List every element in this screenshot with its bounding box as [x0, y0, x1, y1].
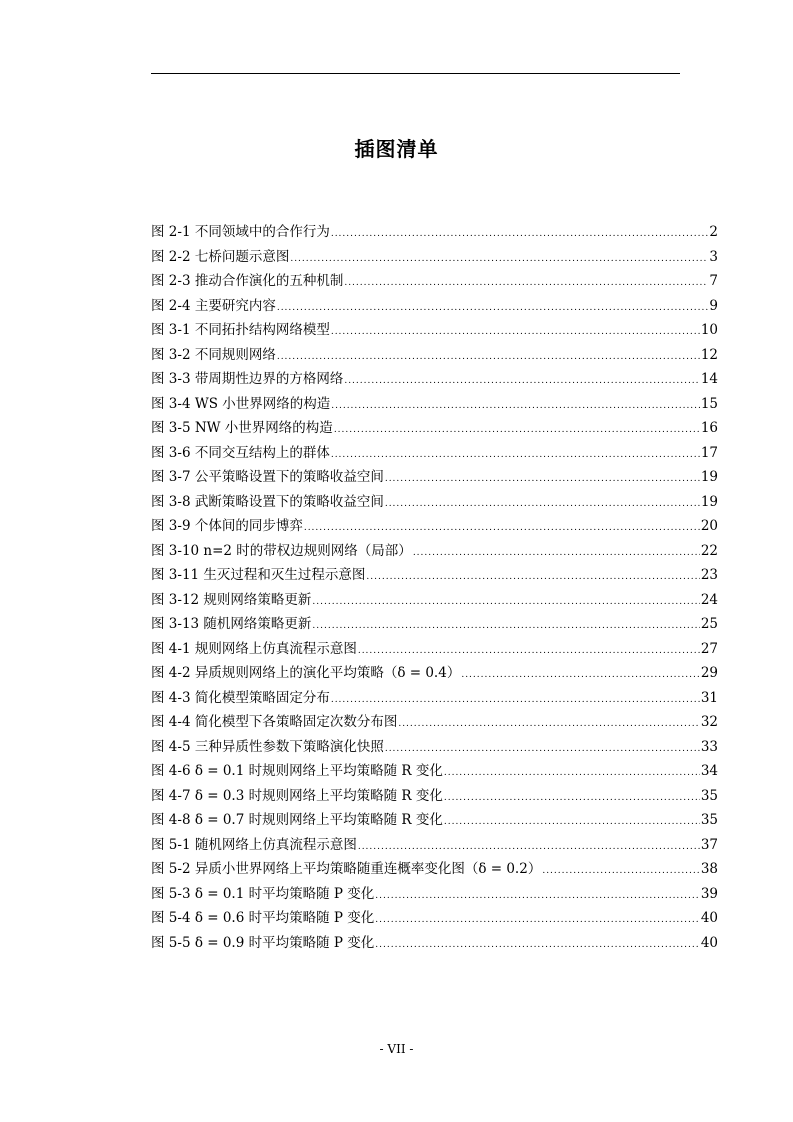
entry-page-number: 24: [700, 591, 718, 608]
dot-leader: [331, 394, 700, 419]
entry-page-number: 14: [700, 371, 718, 387]
list-item[interactable]: [151, 392, 718, 417]
list-item[interactable]: [151, 465, 718, 490]
entry-label: 图 3-13 随机网络策略更新: [151, 616, 312, 632]
list-item[interactable]: [151, 906, 718, 931]
dot-leader: [331, 688, 700, 713]
list-item[interactable]: [151, 441, 718, 466]
dot-leader: [385, 467, 700, 492]
page-title: 插图清单: [354, 137, 439, 161]
entry-label: 图 3-8 武断策略设置下的策略收益空间: [151, 493, 384, 510]
dot-leader: [334, 418, 700, 443]
dot-leader: [358, 835, 700, 860]
list-item[interactable]: [151, 661, 718, 686]
entry-label: 图 2-2 七桥问题示意图: [151, 248, 290, 265]
entry-label: 图 4-6 δ = 0.1 时规则网络上平均策略随 R 变化: [151, 763, 443, 779]
dot-leader: [413, 541, 700, 566]
entry-page-number: 40: [700, 910, 718, 926]
list-item[interactable]: [151, 416, 718, 441]
list-item[interactable]: [151, 759, 718, 784]
dot-leader: [331, 222, 709, 247]
dot-leader: [375, 884, 700, 909]
figure-list: [151, 220, 718, 955]
list-item[interactable]: [151, 490, 718, 515]
list-item[interactable]: [151, 245, 718, 270]
entry-page-number: 16: [700, 420, 718, 436]
entry-page-number: 35: [700, 787, 718, 804]
entry-label: 图 4-3 简化模型策略固定分布: [151, 689, 330, 706]
list-item[interactable]: [151, 539, 718, 564]
list-item[interactable]: [151, 735, 718, 760]
entry-label: 图 4-5 三种异质性参数下策略演化快照: [151, 738, 384, 755]
dot-leader: [304, 516, 700, 541]
entry-page-number: 9: [709, 297, 718, 314]
entry-page-number: 33: [700, 738, 718, 755]
entry-page-number: 29: [700, 665, 718, 681]
dot-leader: [375, 933, 700, 958]
entry-label: 图 3-11 生灭过程和灭生过程示意图: [151, 567, 366, 583]
dot-leader: [375, 908, 700, 933]
entry-label: 图 4-7 δ = 0.3 时规则网络上平均策略随 R 变化: [151, 787, 443, 804]
list-item[interactable]: [151, 612, 718, 637]
list-item[interactable]: [151, 808, 718, 833]
dot-leader: [444, 786, 700, 811]
list-item[interactable]: [151, 367, 718, 392]
list-item[interactable]: [151, 563, 718, 588]
entry-page-number: 19: [700, 493, 718, 510]
dot-leader: [277, 345, 700, 370]
entry-label: 图 4-1 规则网络上仿真流程示意图: [151, 640, 357, 657]
entry-label: 图 2-4 主要研究内容: [151, 297, 276, 314]
list-item[interactable]: [151, 588, 718, 613]
entry-page-number: 40: [700, 934, 718, 951]
dot-leader: [398, 712, 699, 737]
entry-label: 图 5-2 异质小世界网络上平均策略随重连概率变化图（δ = 0.2）: [151, 861, 542, 877]
dot-leader: [277, 296, 709, 321]
list-item[interactable]: [151, 710, 718, 735]
entry-page-number: 37: [700, 836, 718, 853]
entry-label: 图 3-4 WS 小世界网络的构造: [151, 395, 331, 412]
dot-leader: [542, 859, 699, 884]
entry-label: 图 2-1 不同领域中的合作行为: [151, 224, 330, 240]
header-rule: [151, 73, 680, 74]
entry-label: 图 4-4 简化模型下各策略固定次数分布图: [151, 714, 398, 730]
list-item[interactable]: [151, 784, 718, 809]
entry-page-number: 19: [700, 469, 718, 485]
entry-label: 图 4-8 δ = 0.7 时规则网络上平均策略随 R 变化: [151, 812, 443, 828]
entry-page-number: 27: [700, 640, 718, 657]
entry-label: 图 4-2 异质规则网络上的演化平均策略（δ = 0.4）: [151, 665, 461, 681]
list-item[interactable]: [151, 857, 718, 882]
entry-page-number: 17: [700, 444, 718, 461]
page-number: - VII -: [379, 1042, 414, 1056]
entry-page-number: 34: [700, 763, 718, 779]
entry-label: 图 3-9 个体间的同步博弈: [151, 518, 303, 534]
entry-page-number: 15: [700, 395, 718, 412]
dot-leader: [385, 492, 700, 517]
entry-label: 图 3-2 不同规则网络: [151, 346, 276, 363]
dot-leader: [461, 663, 699, 688]
list-item[interactable]: [151, 637, 718, 662]
entry-page-number: 12: [700, 346, 718, 363]
entry-page-number: 25: [700, 616, 718, 632]
list-item[interactable]: [151, 294, 718, 319]
entry-page-number: 10: [700, 322, 718, 338]
entry-page-number: 32: [700, 714, 718, 730]
dot-leader: [358, 639, 700, 664]
entry-label: 图 3-3 带周期性边界的方格网络: [151, 371, 344, 387]
entry-page-number: 22: [700, 542, 718, 559]
list-item[interactable]: [151, 882, 718, 907]
dot-leader: [344, 271, 708, 296]
entry-page-number: 38: [700, 861, 718, 877]
dot-leader: [312, 590, 699, 615]
list-item[interactable]: [151, 220, 718, 245]
dot-leader: [331, 320, 700, 345]
dot-leader: [385, 737, 700, 762]
entry-page-number: 39: [700, 885, 718, 902]
entry-label: 图 3-1 不同拓扑结构网络模型: [151, 322, 330, 338]
list-item[interactable]: [151, 318, 718, 343]
list-item[interactable]: [151, 343, 718, 368]
entry-page-number: 7: [709, 273, 718, 289]
list-item[interactable]: [151, 514, 718, 539]
dot-leader: [444, 761, 700, 786]
list-item[interactable]: [151, 931, 718, 956]
entry-page-number: 23: [700, 567, 718, 583]
dot-leader: [312, 614, 699, 639]
dot-leader: [366, 565, 699, 590]
dot-leader: [290, 247, 708, 272]
entry-label: 图 3-7 公平策略设置下的策略收益空间: [151, 469, 384, 485]
entry-page-number: 2: [709, 224, 718, 240]
entry-page-number: 3: [709, 248, 718, 265]
entry-label: 图 5-4 δ = 0.6 时平均策略随 P 变化: [151, 910, 375, 926]
entry-label: 图 2-3 推动合作演化的五种机制: [151, 273, 344, 289]
dot-leader: [344, 369, 699, 394]
entry-label: 图 3-6 不同交互结构上的群体: [151, 444, 330, 461]
entry-label: 图 3-5 NW 小世界网络的构造: [151, 420, 333, 436]
entry-page-number: 35: [700, 812, 718, 828]
list-item[interactable]: [151, 269, 718, 294]
dot-leader: [331, 443, 700, 468]
entry-label: 图 3-12 规则网络策略更新: [151, 591, 312, 608]
entry-page-number: 31: [700, 689, 718, 706]
entry-label: 图 5-5 δ = 0.9 时平均策略随 P 变化: [151, 934, 375, 951]
entry-label: 图 3-10 n=2 时的带权边规则网络（局部）: [151, 542, 412, 559]
list-item[interactable]: [151, 833, 718, 858]
list-item[interactable]: [151, 686, 718, 711]
entry-label: 图 5-1 随机网络上仿真流程示意图: [151, 836, 357, 853]
entry-label: 图 5-3 δ = 0.1 时平均策略随 P 变化: [151, 885, 375, 902]
entry-page-number: 20: [700, 518, 718, 534]
dot-leader: [444, 810, 700, 835]
